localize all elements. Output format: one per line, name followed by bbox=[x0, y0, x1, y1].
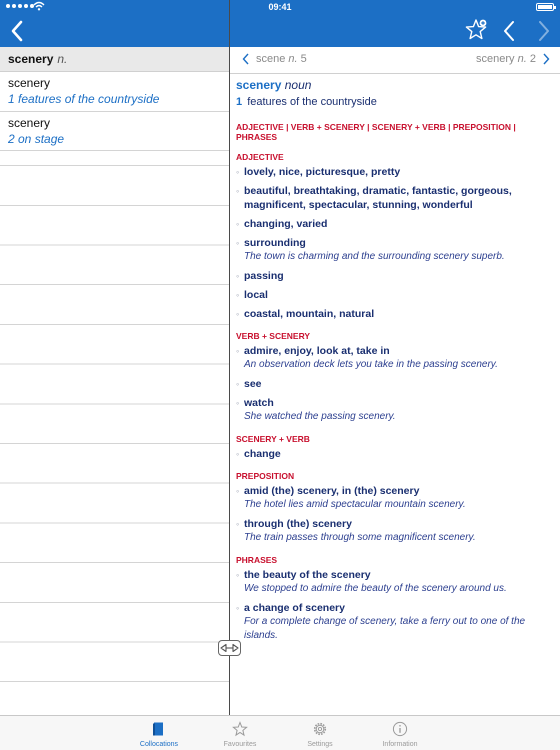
list-header bbox=[0, 47, 229, 72]
status-bar bbox=[0, 0, 560, 14]
chevron-left-icon bbox=[6, 18, 30, 44]
collocation-text: a change of scenery bbox=[244, 602, 345, 614]
bullet-icon: ◦ bbox=[236, 271, 240, 281]
collocation-text: local bbox=[244, 289, 268, 301]
example-sentence: For a complete change of scenery, take a ferry out to one of the islands. bbox=[244, 616, 526, 641]
tab-information[interactable] bbox=[360, 716, 440, 750]
previous-entry-button[interactable] bbox=[500, 19, 520, 43]
list-item[interactable] bbox=[0, 112, 229, 152]
dictionary-entry bbox=[230, 78, 560, 643]
collocation-body bbox=[244, 601, 554, 643]
star-icon bbox=[232, 721, 248, 737]
collocation-item bbox=[236, 377, 554, 391]
collocation-item bbox=[236, 396, 554, 424]
collocation-body bbox=[244, 184, 554, 212]
collocation-text: through (the) scenery bbox=[244, 518, 352, 530]
collocation-item bbox=[236, 217, 554, 231]
collocation-body bbox=[244, 396, 554, 424]
pane-resize-handle[interactable] bbox=[218, 640, 241, 656]
collocation-item bbox=[236, 288, 554, 302]
example-sentence: We stopped to admire the beauty of the scenery around us. bbox=[244, 583, 507, 594]
collocation-text: watch bbox=[244, 397, 274, 409]
section-title: PHRASES bbox=[236, 555, 278, 565]
collocation-section bbox=[236, 471, 554, 545]
collocation-body bbox=[244, 236, 554, 264]
collocation-body bbox=[244, 307, 554, 321]
list-item-sense: 2 on stage bbox=[8, 131, 65, 146]
tab-label: Settings bbox=[307, 741, 333, 748]
example-sentence: The train passes through some magnificent scenery. bbox=[244, 532, 476, 543]
collocation-text: the beauty of the scenery bbox=[244, 569, 371, 581]
entry-navigation bbox=[230, 47, 560, 74]
next-entry-pos: n. bbox=[517, 53, 527, 65]
previous-entry-word: scene bbox=[256, 53, 286, 65]
collocation-text: change bbox=[244, 448, 281, 460]
entry-sense bbox=[236, 96, 554, 108]
collocation-item bbox=[236, 568, 554, 596]
list-header-pos: n. bbox=[57, 52, 68, 66]
collocation-item bbox=[236, 601, 554, 643]
book-icon bbox=[151, 721, 167, 737]
bullet-icon: ◦ bbox=[236, 449, 240, 459]
collocation-body bbox=[244, 484, 554, 512]
collocation-item bbox=[236, 165, 554, 179]
resize-arrows-icon bbox=[219, 641, 240, 655]
collocation-item bbox=[236, 269, 554, 283]
bullet-icon: ◦ bbox=[236, 219, 240, 229]
info-icon bbox=[392, 721, 408, 737]
collocation-text: beautiful, breathtaking, dramatic, fantastic, gorgeous, magnificent, spectacular, stunning, wonderful bbox=[244, 185, 512, 211]
star-add-icon bbox=[463, 17, 489, 43]
list-item[interactable] bbox=[0, 72, 229, 112]
bullet-icon: ◦ bbox=[236, 570, 240, 580]
bullet-icon: ◦ bbox=[236, 519, 240, 529]
search-results-list bbox=[0, 47, 229, 715]
next-entry-word: scenery bbox=[476, 53, 515, 65]
chevron-right-icon bbox=[533, 19, 553, 43]
collocation-text: passing bbox=[244, 270, 284, 282]
list-header-word: scenery bbox=[8, 52, 54, 66]
example-sentence: The town is charming and the surrounding scenery superb. bbox=[244, 251, 505, 262]
bullet-icon: ◦ bbox=[236, 186, 240, 196]
entry-part-of-speech: noun bbox=[284, 78, 312, 92]
section-title: ADJECTIVE bbox=[236, 152, 284, 162]
battery-icon bbox=[536, 3, 554, 11]
tab-bar bbox=[0, 715, 560, 750]
bullet-icon: ◦ bbox=[236, 309, 240, 319]
next-entry-number: 2 bbox=[529, 53, 536, 65]
entry-sense-number: 1 bbox=[236, 96, 243, 108]
collocation-section bbox=[236, 555, 554, 643]
bullet-icon: ◦ bbox=[236, 290, 240, 300]
collocation-item bbox=[236, 344, 554, 372]
next-entry-link[interactable] bbox=[476, 53, 550, 65]
collocation-body bbox=[244, 269, 554, 283]
tab-collocations[interactable] bbox=[119, 716, 199, 750]
collocation-section bbox=[236, 434, 554, 461]
section-title: SCENERY + VERB bbox=[236, 434, 310, 444]
collocation-body bbox=[244, 377, 554, 391]
collocation-item bbox=[236, 184, 554, 212]
collocation-body bbox=[244, 344, 554, 372]
tab-favourites[interactable] bbox=[200, 716, 280, 750]
collocation-body bbox=[244, 568, 554, 596]
tab-settings[interactable] bbox=[280, 716, 360, 750]
example-sentence: She watched the passing scenery. bbox=[244, 411, 396, 422]
collocation-text: lovely, nice, picturesque, pretty bbox=[244, 166, 401, 178]
status-time: 09:41 bbox=[268, 2, 292, 12]
bullet-icon: ◦ bbox=[236, 346, 240, 356]
bullet-icon: ◦ bbox=[236, 486, 240, 496]
example-sentence: An observation deck lets you take in the passing scenery. bbox=[244, 359, 498, 370]
bullet-icon: ◦ bbox=[236, 379, 240, 389]
collocation-sections bbox=[236, 152, 554, 643]
gear-icon bbox=[312, 721, 328, 737]
collocation-text: coastal, mountain, natural bbox=[244, 308, 375, 320]
entry-headword: scenery bbox=[236, 78, 282, 92]
collocation-text: see bbox=[244, 378, 262, 390]
previous-entry-number: 5 bbox=[300, 53, 307, 65]
collocation-body bbox=[244, 217, 554, 231]
back-button[interactable] bbox=[6, 18, 30, 44]
bullet-icon: ◦ bbox=[236, 238, 240, 248]
example-sentence: The hotel lies amid spectacular mountain scenery. bbox=[244, 499, 466, 510]
navigation-bar bbox=[0, 0, 560, 47]
tab-label: Information bbox=[382, 741, 418, 748]
bullet-icon: ◦ bbox=[236, 167, 240, 177]
collocation-text: amid (the) scenery, in (the) scenery bbox=[244, 485, 420, 497]
entry-headword-line bbox=[236, 78, 554, 92]
collocation-text: changing, varied bbox=[244, 218, 328, 230]
collocation-item bbox=[236, 236, 554, 264]
bullet-icon: ◦ bbox=[236, 398, 240, 408]
collocation-item bbox=[236, 484, 554, 512]
collocation-section bbox=[236, 331, 554, 424]
bullet-icon: ◦ bbox=[236, 603, 240, 613]
collocation-body bbox=[244, 447, 554, 461]
chevron-right-icon bbox=[542, 53, 550, 65]
list-item-sense: 1 features of the countryside bbox=[8, 92, 160, 106]
collocation-item bbox=[236, 517, 554, 545]
chevron-left-icon bbox=[242, 53, 250, 65]
collocation-item bbox=[236, 447, 554, 461]
tab-label: Favourites bbox=[223, 741, 257, 748]
entry-pane bbox=[230, 47, 560, 715]
collocation-section bbox=[236, 152, 554, 321]
collocation-text: surrounding bbox=[244, 237, 306, 249]
section-jump-links[interactable]: ADJECTIVE | VERB + SCENERY | SCENERY + VERB | PREPOSITION | PHRASES bbox=[236, 122, 516, 142]
collocation-body bbox=[244, 288, 554, 302]
collocation-body bbox=[244, 517, 554, 545]
next-entry-button[interactable] bbox=[533, 19, 553, 43]
tab-label: Collocations bbox=[139, 741, 179, 748]
list-item-headword: scenery bbox=[8, 76, 51, 90]
chevron-left-icon bbox=[500, 19, 520, 43]
add-favourite-button[interactable] bbox=[463, 17, 489, 43]
entry-sense-text: features of the countryside bbox=[247, 96, 377, 108]
collocation-body bbox=[244, 165, 554, 179]
previous-entry-pos: n. bbox=[288, 53, 298, 65]
collocation-text: admire, enjoy, look at, take in bbox=[244, 345, 390, 357]
collocation-item bbox=[236, 307, 554, 321]
list-item-headword: scenery bbox=[8, 115, 51, 130]
previous-entry-link[interactable] bbox=[242, 53, 307, 65]
section-title: PREPOSITION bbox=[236, 471, 295, 481]
section-title: VERB + SCENERY bbox=[236, 331, 311, 341]
